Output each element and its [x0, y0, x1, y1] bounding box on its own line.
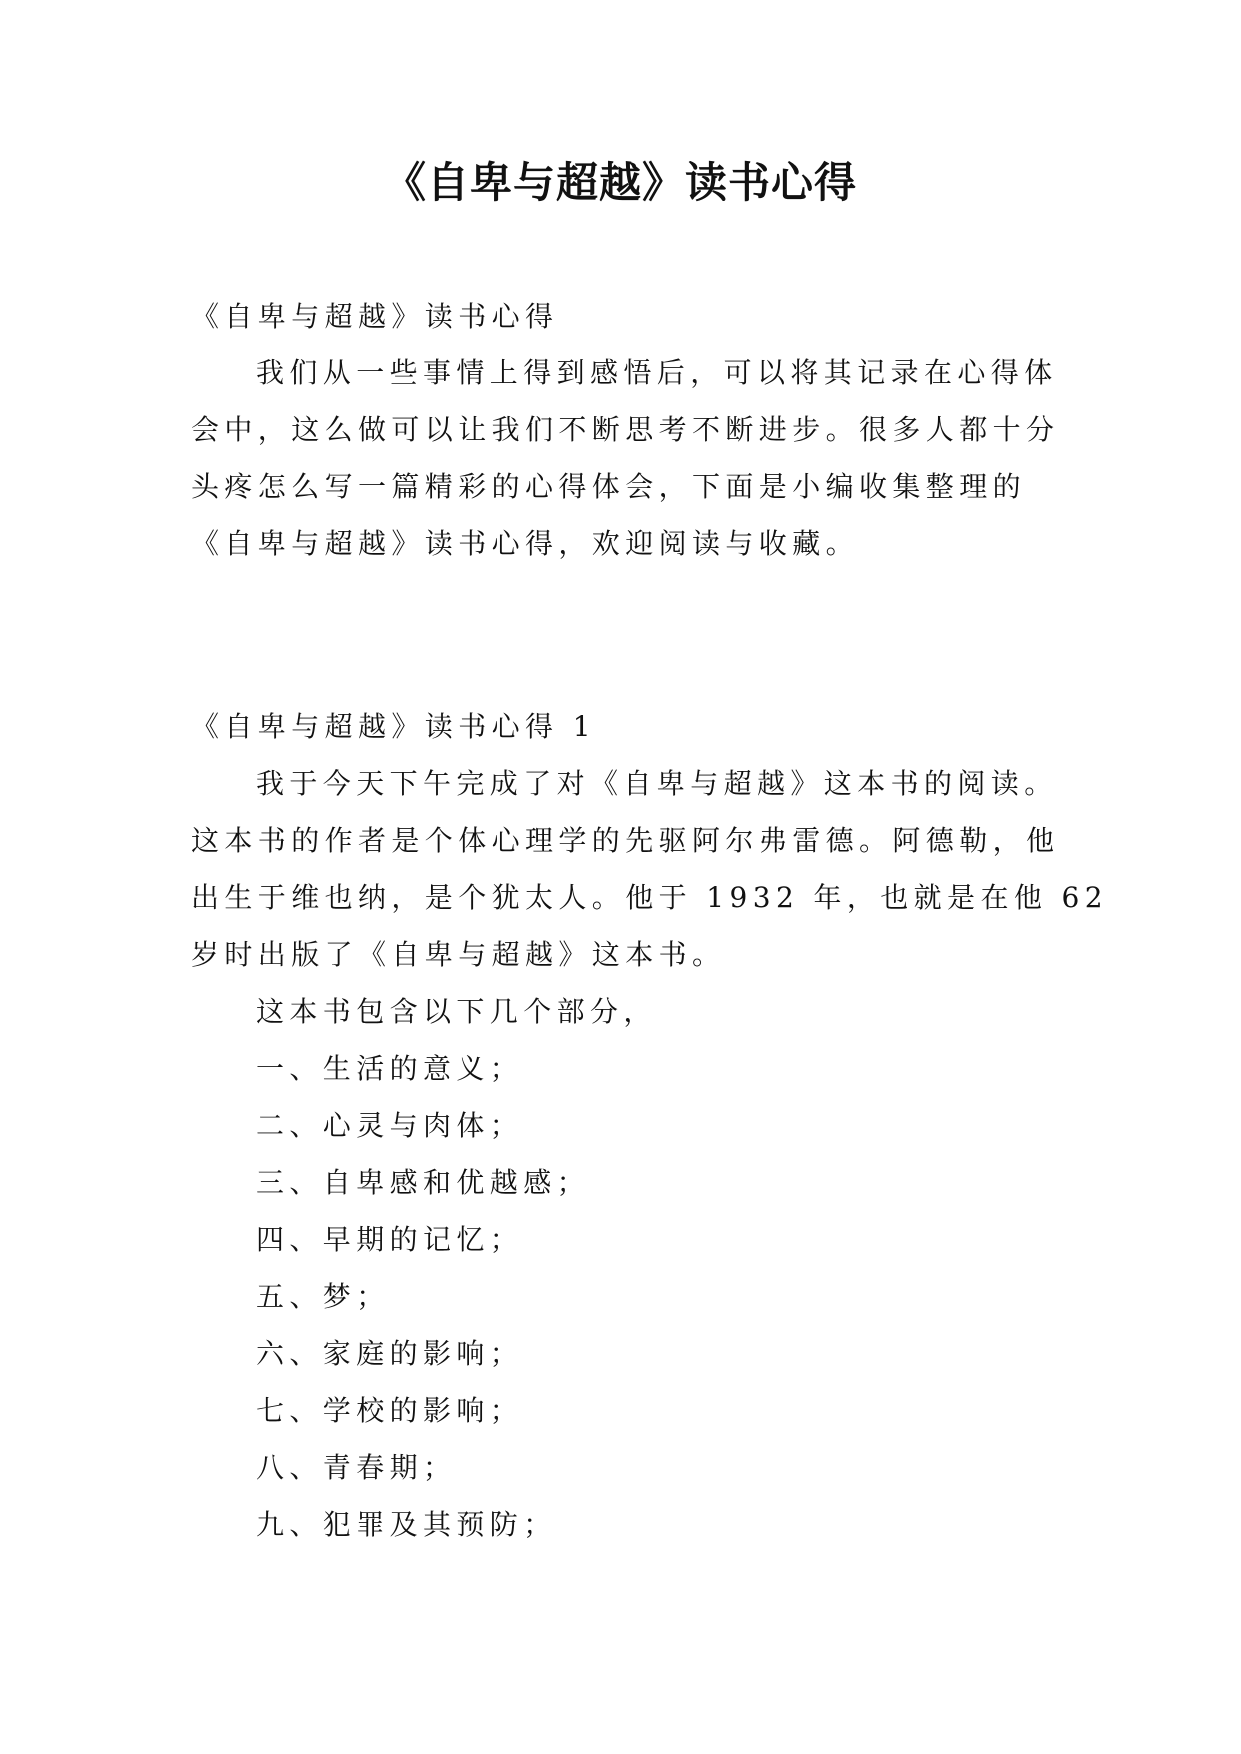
contents-item: 七、学校的影响； — [256, 1394, 524, 1427]
document-title: 《自卑与超越》读书心得 — [383, 158, 857, 207]
section-heading: 《自卑与超越》读书心得 1 — [191, 710, 596, 743]
contents-item: 二、心灵与肉体； — [256, 1109, 524, 1142]
contents-item: 八、青春期； — [256, 1451, 457, 1484]
section-line: 出生于维也纳，是个犹太人。他于 1932 年，也就是在他 62 — [191, 881, 1108, 914]
intro-line: 我们从一些事情上得到感悟后，可以将其记录在心得体 — [256, 356, 1058, 389]
contents-item: 三、自卑感和优越感； — [256, 1166, 591, 1199]
intro-line: 头疼怎么写一篇精彩的心得体会，下面是小编收集整理的 — [191, 470, 1027, 503]
intro-line: 《自卑与超越》读书心得，欢迎阅读与收藏。 — [191, 527, 860, 560]
contents-item: 四、早期的记忆； — [256, 1223, 524, 1256]
contents-item: 一、生活的意义； — [256, 1052, 524, 1085]
section-line: 岁时出版了《自卑与超越》这本书。 — [191, 938, 726, 971]
contents-intro: 这本书包含以下几个部分， — [256, 995, 657, 1028]
section-line: 这本书的作者是个体心理学的先驱阿尔弗雷德。阿德勒，他 — [191, 824, 1060, 857]
section-line: 我于今天下午完成了对《自卑与超越》这本书的阅读。 — [256, 767, 1058, 800]
contents-item: 五、梦； — [256, 1280, 390, 1313]
contents-item: 六、家庭的影响； — [256, 1337, 524, 1370]
intro-line: 会中，这么做可以让我们不断思考不断进步。很多人都十分 — [191, 413, 1060, 446]
intro-heading: 《自卑与超越》读书心得 — [191, 300, 559, 333]
contents-item: 九、犯罪及其预防； — [256, 1508, 557, 1541]
